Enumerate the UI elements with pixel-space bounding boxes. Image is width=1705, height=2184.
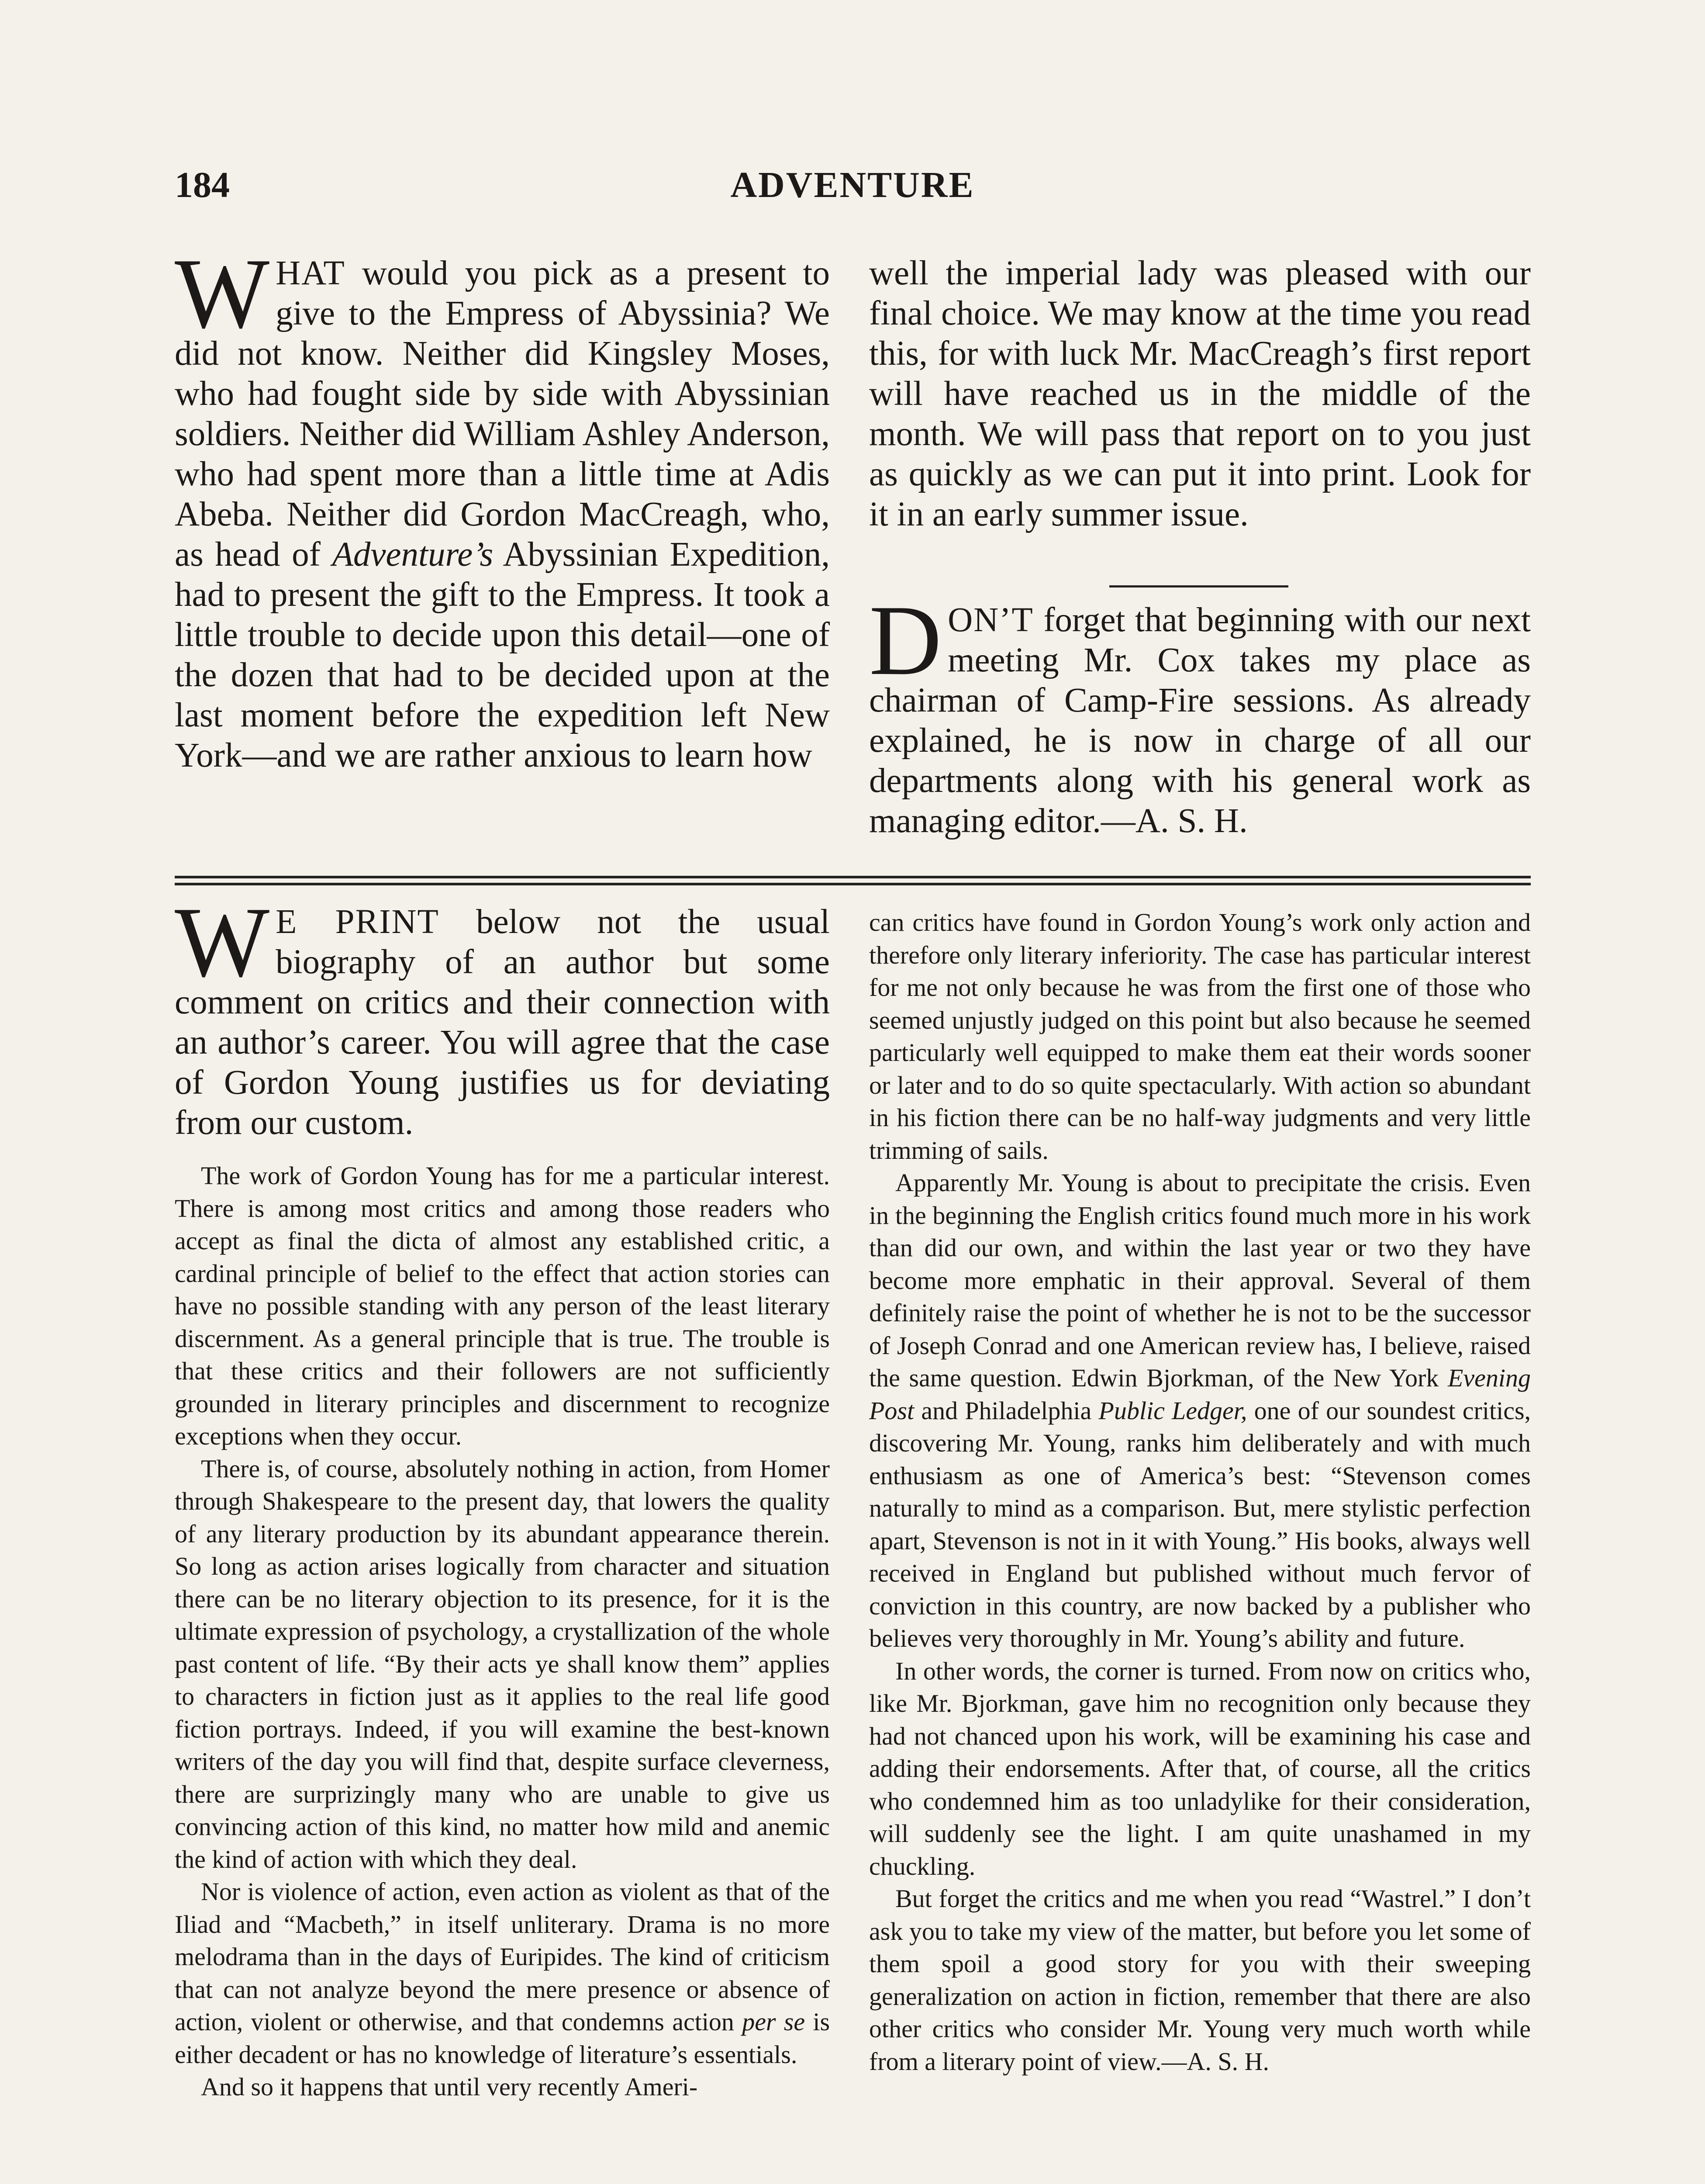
- chairman-notice: [869, 584, 1531, 841]
- double-rule-divider: [175, 876, 1531, 885]
- paragraph: [869, 1167, 1531, 1655]
- article-text-continued: Abyssinian Expedition, had to present the gift to the Empress. It took a little trouble to decide upon this detail—one of the dozen that had to be decided upon at the last moment before the expedition left New York—and we are rather anxious to learn how: [175, 536, 830, 774]
- paragraph: [175, 1876, 830, 2071]
- intro-text: below not the usual biography of an author but some comment on critics and their connection with an author’s career. You will agree that the case of Gordon Young justifies us for deviating from our custom.: [175, 903, 830, 1142]
- paragraph: But forget the critics and me when you read “Wastrel.” I don’t ask you to take my view of the matter, but before you let some of them spoil a good story for you with their sweeping generalization on action in fiction, remember that there are also other critics who consider Mr. Young very much worth while from a literary point of view.—A. S. H.: [869, 1884, 1531, 2076]
- notice-text: forget that beginning with our next meeting Mr. Cox takes my place as chairman of Camp-Fire sessions. As already explained, he is now in charge of all our departments along with his general work as managing editor.—A. S. H.: [869, 601, 1531, 840]
- paragraph: can critics have found in Gordon Young’s work only action and therefore only literary inferiority. The case has particular interest for me not only because he was from the first one of those who seemed unjustly judged on this point but also because he seemed particularly well equipped to make them eat their words sooner or later and to do so quite spectacularly. With action so abundant in his fiction there can be no half-way judgments and very little trimming of sails.: [869, 908, 1531, 1165]
- paragraph: There is, of course, absolutely nothing in action, from Homer through Shakespeare to the present day, that lowers the quality of any literary production by its abundant appearance therein. So long as action arises logically from character and situation there can be no literary objection to its presence, for it is the ultimate expression of psychology, a crystallization of the whole past content of life. “By their acts ye shall know them” applies to characters in fiction just as it applies to the real life good fiction portrays. Indeed, if you will examine the best-known writers of the day you will find that, despite surface cleverness, there are surprizingly many who are unable to give us convincing action of this kind, no matter how mild and anemic the kind of action with which they deal.: [175, 1454, 830, 1873]
- lead-word: ON’T: [948, 601, 1034, 639]
- italic-title: Public Ledger,: [1098, 1396, 1247, 1425]
- page-number: 184: [175, 165, 230, 205]
- top-right-column: [869, 253, 1531, 841]
- article-continuation: well the imperial lady was pleased with our final choice. We may know at the time you read this, for with luck Mr. MacCreagh’s first report will have reached us in the middle of the month. We will pass that report on to you just as quickly as we can put it into print. Look for it in an early summer issue.: [869, 254, 1531, 533]
- paragraph: In other words, the corner is turned. From now on critics who, like Mr. Bjorkman, gave him no recognition only because they had not chanced upon his work, will be examining his case and adding their endorsements. After that, of course, all the critics who condemned him as too unladylike for their consideration, will suddenly see the light. I am quite unashamed in my chuckling.: [869, 1656, 1531, 1880]
- gordon-young-intro: [175, 886, 830, 1143]
- italic-title: Evening Post: [869, 1364, 1531, 1425]
- paragraph-text: Apparently Mr. Young is about to precipitate the crisis. Even in the beginning the English critics found much more in his work than did our own, and within the last year or two they have become more emphatic in their approval. Several of them definitely raise the point of whether he is not to be the successor of Joseph Conrad and one American review has, I believe, raised the same question. Edwin Bjorkman, of the New York: [869, 1168, 1531, 1392]
- article-text: would you pick as a present to give to the Empress of Abyssinia? We did not know. Neither did Kingsley Moses, who had fought side by side with Abyssinian soldiers. Neither did William Ashley Anderson, who had spent more than a little time at Adis Abeba. Neither did Gordon MacCreagh, who, as head of: [175, 254, 830, 574]
- italic-title: Adventure’s: [332, 536, 494, 574]
- critics-column-left: [175, 1160, 830, 2104]
- drop-cap: W: [175, 886, 270, 998]
- page-header: [175, 164, 1530, 225]
- section-rule: [1109, 585, 1288, 587]
- paragraph-text: and Philadelphia: [921, 1396, 1092, 1425]
- paragraph-text: is either decadent or has no knowledge of literature’s essentials.: [175, 2008, 830, 2069]
- drop-cap: D: [869, 584, 942, 696]
- empress-gift-article: [175, 238, 830, 776]
- italic-phrase: per se: [742, 2008, 805, 2036]
- critics-column-right: [869, 906, 1531, 2078]
- drop-cap: W: [175, 238, 270, 349]
- paragraph-text: one of our soundest critics, discovering Mr. Young, ranks him deliberately and with much enthusiasm as one of America’s best: “Stevenson comes naturally to mind as a comparison. But, mere stylistic perfection apart, Stevenson is not in it with Young.” His books, always well received in England but published without much fervor of conviction in this country, are now backed by a publisher who believes very thoroughly in Mr. Young’s ability and future.: [869, 1396, 1531, 1652]
- running-head: ADVENTURE: [730, 165, 975, 205]
- lead-word: E PRINT: [276, 903, 439, 941]
- column-spacer: [869, 535, 1531, 600]
- paragraph: The work of Gordon Young has for me a particular interest. There is among most critics and among those readers who accept as final the dicta of almost any established critic, a cardinal principle of belief to the effect that action stories can have no possible standing with any person of the least literary discernment. As a general principle that is true. The trouble is that these critics and their followers are not sufficiently grounded in literary principles and discernment to recognize exceptions when they occur.: [175, 1161, 830, 1450]
- lead-word: HAT: [276, 254, 345, 292]
- paragraph-text: Nor is violence of action, even action as violent as that of the Iliad and “Macbeth,” in itself unliterary. Drama is no more melodrama than in the days of Euripides. The kind of criticism that can not analyze beyond the mere presence or absence of action, violent or otherwise, and that condemns action: [175, 1877, 830, 2036]
- paragraph: And so it happens that until very recently Ameri-: [201, 2073, 698, 2101]
